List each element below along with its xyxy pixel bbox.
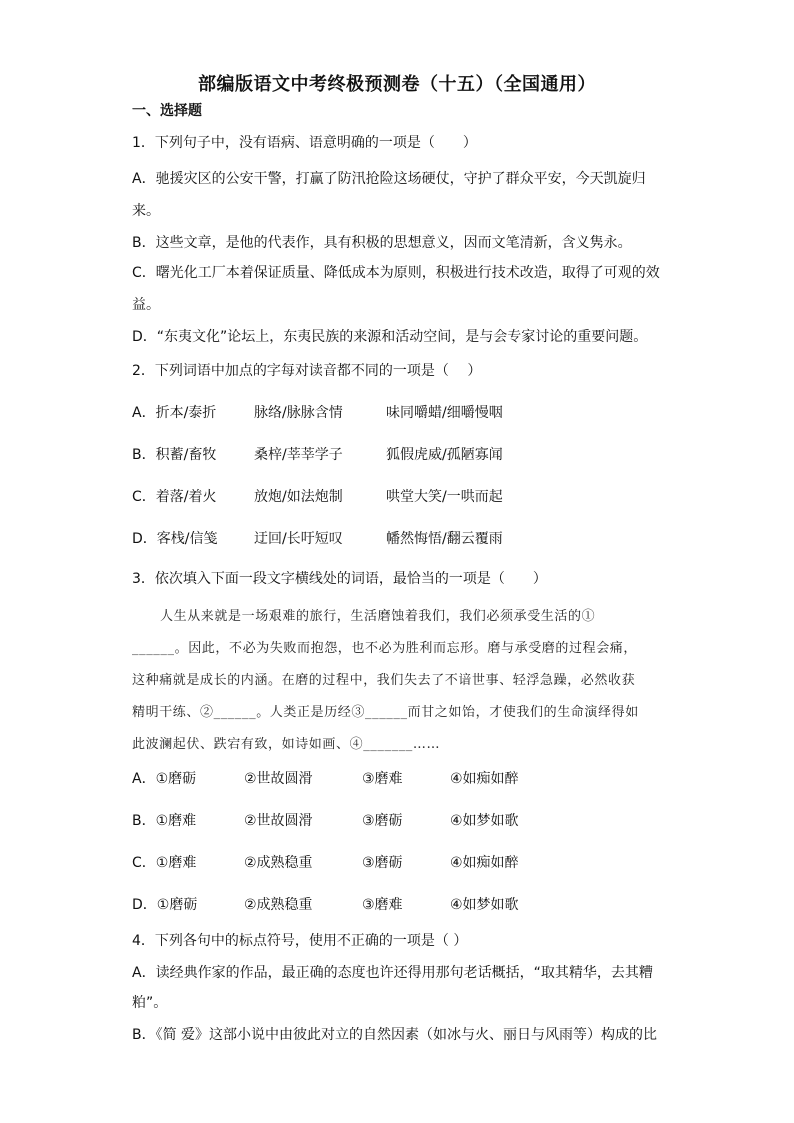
question-1-option-d: D．“东夷文化”论坛上，东夷民族的来源和活动空间，是与会专家讨论的重要问题。 bbox=[132, 329, 648, 345]
question-1-option-b: B．这些文章，是他的代表作，具有积极的思想意义，因而文笔清新，含义隽永。 bbox=[132, 235, 632, 251]
option-cell: 迂回/长吁短叹 bbox=[254, 531, 343, 547]
question-3-stem: 3．依次填入下面一段文字横线处的词语，最恰当的一项是（ ） bbox=[132, 571, 547, 587]
option-cell: 放炮/如法炮制 bbox=[254, 489, 343, 505]
page-title: 部编版语文中考终极预测卷（十五）（全国通用） bbox=[198, 74, 596, 95]
option-cell: 味同嚼蜡/细嚼慢咽 bbox=[386, 405, 503, 421]
option-cell: A．①磨砺 bbox=[132, 771, 197, 787]
option-cell: 脉络/脉脉含情 bbox=[254, 405, 343, 421]
option-cell: C．①磨难 bbox=[132, 855, 197, 871]
question-4-option-a: A．读经典作家的作品，最正确的态度也许还得用那句老话概括，“取其精华，去其糟 bbox=[132, 965, 653, 981]
question-4-option-a-cont: 粕”。 bbox=[132, 995, 168, 1011]
option-cell: ②世故圆滑 bbox=[244, 771, 313, 787]
option-cell: ②世故圆滑 bbox=[244, 813, 313, 829]
question-1-stem: 1．下列句子中，没有语病、语意明确的一项是（ ） bbox=[132, 135, 477, 151]
option-cell: ④如梦如歌 bbox=[450, 813, 519, 829]
option-cell: ③磨砺 bbox=[362, 855, 403, 871]
option-cell: B．积蓄/畜牧 bbox=[132, 447, 217, 463]
option-cell: ②成熟稳重 bbox=[244, 855, 313, 871]
passage-line: 人生从来就是一场艰难的旅行，生活磨蚀着我们，我们必须承受生活的① bbox=[160, 609, 596, 624]
question-1-option-a-cont: 来。 bbox=[132, 203, 160, 219]
option-cell: 桑梓/莘莘学子 bbox=[254, 447, 343, 463]
passage-line: 这种痛就是成长的内涵。在磨的过程中，我们失去了不谙世事、轻浮急躁，必然收获 bbox=[132, 673, 636, 688]
question-1-option-a: A．驰援灾区的公安干警，打赢了防汛抢险这场硬仗，守护了群众平安，今天凯旋归 bbox=[132, 171, 646, 187]
option-cell: ④如痴如醉 bbox=[450, 771, 519, 787]
question-1-option-c: C．曙光化工厂本着保证质量、降低成本为原则，积极进行技术改造，取得了可观的效 bbox=[132, 265, 660, 281]
question-1-option-c-cont: 益。 bbox=[132, 297, 160, 313]
passage-line: ______。因此，不必为失败而抱怨，也不必为胜利而忘形。磨与承受磨的过程会痛， bbox=[132, 641, 638, 656]
option-cell: 幡然悔悟/翻云覆雨 bbox=[386, 531, 503, 547]
option-cell: 狐假虎威/孤陋寡闻 bbox=[386, 447, 503, 463]
option-cell: ④如梦如歌 bbox=[450, 897, 519, 913]
option-cell: ②成熟稳重 bbox=[244, 897, 313, 913]
question-4-stem: 4．下列各句中的标点符号，使用不正确的一项是（ ） bbox=[132, 933, 468, 949]
option-cell: ③磨砺 bbox=[362, 813, 403, 829]
option-cell: ③磨难 bbox=[362, 897, 403, 913]
option-cell: 哄堂大笑/一哄而起 bbox=[386, 489, 503, 505]
section-heading: 一、选择题 bbox=[132, 103, 202, 119]
option-cell: D．客栈/信笺 bbox=[132, 531, 218, 547]
option-cell: D．①磨砺 bbox=[132, 897, 198, 913]
option-cell: C．着落/着火 bbox=[132, 489, 217, 505]
question-2-stem: 2．下列词语中加点的字每对读音都不同的一项是（ ） bbox=[132, 363, 482, 379]
passage-line: 精明干练、②______。人类正是历经③______而甘之如饴，才使我们的生命演绎得如 bbox=[132, 705, 639, 720]
option-cell: B．①磨难 bbox=[132, 813, 197, 829]
option-cell: A．折本/泰折 bbox=[132, 405, 217, 421]
option-cell: ④如痴如醉 bbox=[450, 855, 519, 871]
passage-line: 此波澜起伏、跌宕有致，如诗如画、④_______…… bbox=[132, 737, 441, 752]
option-cell: ③磨难 bbox=[362, 771, 403, 787]
question-4-option-b: B．《简 爱》这部小说中由彼此对立的自然因素（如冰与火、丽日与风雨等）构成的比 bbox=[132, 1027, 658, 1043]
